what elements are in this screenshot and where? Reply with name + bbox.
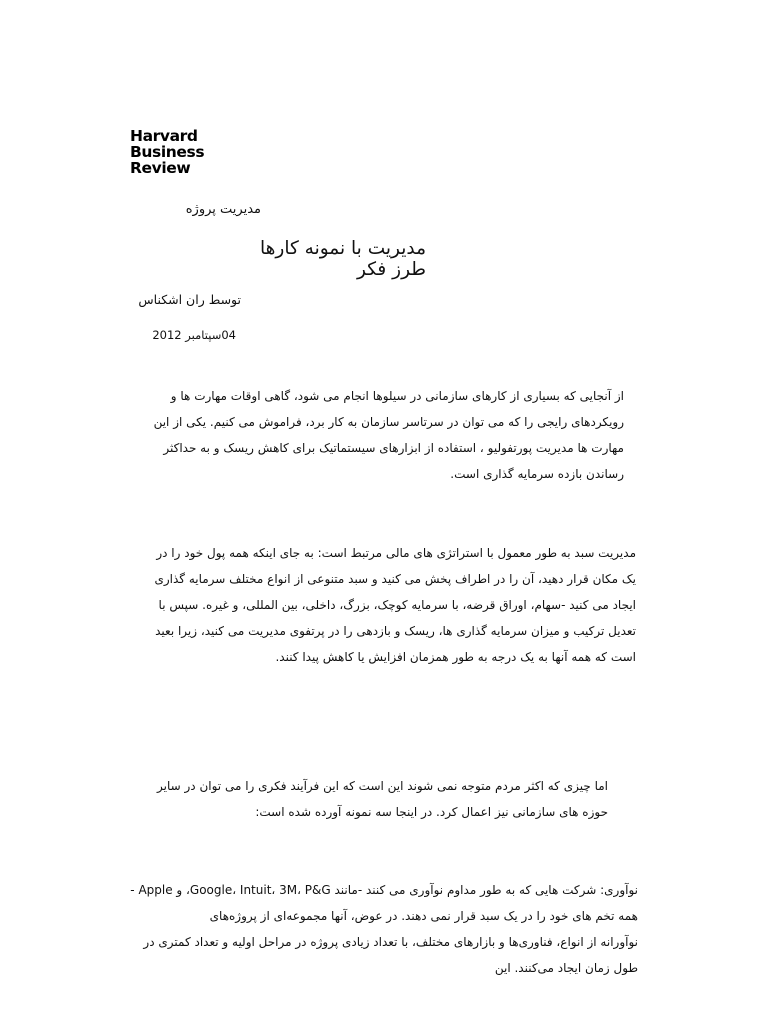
paragraph-line: حوزه های سازمانی نیز اعمال کرد. در اینجا سه نمونه آورده شده است:	[255, 805, 608, 819]
paragraph-line: رساندن بازده سرمایه گذاری است.	[450, 467, 624, 481]
article-author: توسط ران اشکناس	[138, 292, 241, 307]
paragraph-line: اما چیزی که اکثر مردم متوجه نمی شوند این است که این فرآیند فکری را می توان در سایر	[157, 779, 608, 793]
paragraph-line: یک مکان قرار دهید، آن را در اطراف پخش می کنید و سبد متنوعی از انواع مختلف سرمایه گذاری	[154, 572, 636, 586]
paragraph-3	[130, 773, 608, 825]
paragraph-line: طول زمان ایجاد می‌کنند. این	[494, 961, 638, 975]
title-line-1: مدیریت با نمونه کارها	[260, 238, 426, 259]
logo-line-3: Review	[130, 159, 191, 177]
paragraph-line: نوآورانه از انواع، فناوری‌ها و بازارهای مختلف، با تعداد زیادی پروژه در مراحل اولیه و تعداد کمتری در	[143, 935, 638, 949]
paragraph-line: مدیریت سبد به طور معمول با استراتژی های مالی مرتبط است: به جای اینکه همه پول خود را در	[156, 546, 636, 560]
logo-line-1: Harvard	[130, 127, 198, 145]
article-category: مدیریت پروژه	[185, 202, 261, 217]
title-line-2: طرز فکر	[356, 259, 426, 280]
paragraph-line: همه تخم های خود را در یک سبد قرار نمی دهند. در عوض، آنها مجموعه‌ای از پروژه‌های	[209, 909, 638, 923]
paragraph-line: رویکردهای رایجی را که می توان در سرتاسر سازمان به کار برد، فراموش می کنیم. یکی از این	[153, 415, 624, 429]
paragraph-line: تعدیل ترکیب و میزان سرمایه گذاری ها، ریسک و بازدهی را در پرتفوی مدیریت می کنید، زیرا بعید	[155, 624, 636, 638]
paragraph-line: مهارت ها مدیریت پورتفولیو ، استفاده از ابزارهای سیستماتیک برای کاهش ریسک و به حداکثر	[163, 441, 624, 455]
paragraph-line: از آنجایی که بسیاری از کارهای سازمانی در سیلوها انجام می شود، گاهی اوقات مهارت ها و	[170, 389, 624, 403]
paragraph-line: است که همه آنها به یک درجه به طور همزمان افزایش یا کاهش پیدا کنند.	[275, 650, 636, 664]
paragraph-line: نوآوری: شرکت هایی که به طور مداوم نوآوری می کنند -مانند Google، Intuit، 3M، P&G، و Apple -	[130, 883, 638, 897]
article-date: 04سپتامبر 2012	[152, 328, 236, 342]
paragraph-line: ایجاد می کنید -سهام، اوراق قرضه، با سرمایه کوچک، بزرگ، داخلی، بین المللی، و غیره. سپس با	[158, 598, 636, 612]
paragraph-4	[126, 877, 638, 981]
hbr-logo	[130, 128, 204, 176]
paragraph-1	[130, 383, 624, 487]
logo-line-2: Business	[130, 143, 205, 161]
article-title	[150, 238, 426, 280]
paragraph-2	[130, 540, 636, 670]
